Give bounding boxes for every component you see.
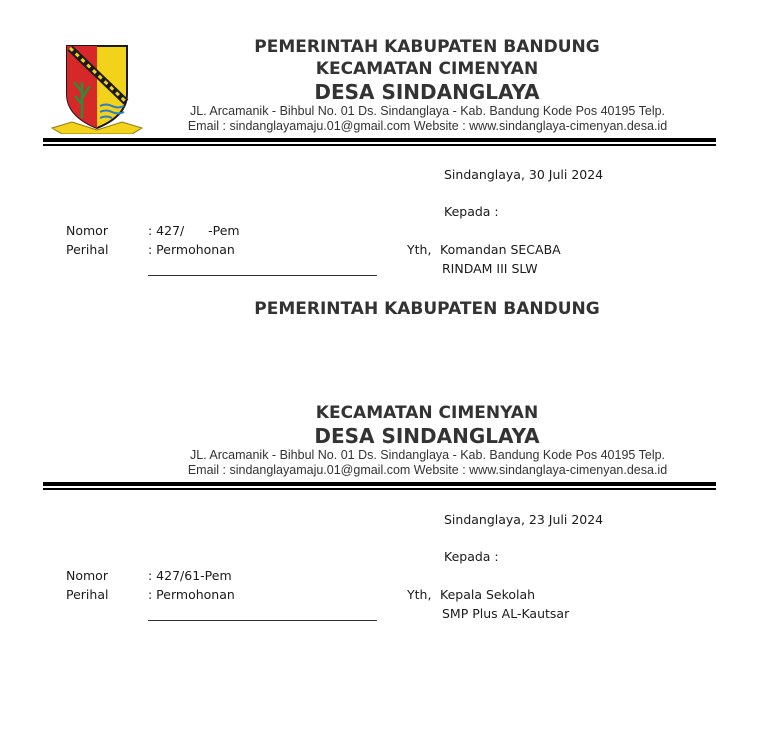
header-rule-thick <box>43 138 716 142</box>
nomor-value-2: : 427/61-Pem <box>148 568 232 583</box>
regency-emblem <box>50 42 144 134</box>
subject-underline <box>148 275 377 276</box>
yth-label: Yth, <box>407 242 432 257</box>
letterhead-government: PEMERINTAH KABUPATEN BANDUNG <box>254 37 600 57</box>
letterhead-district: KECAMATAN CIMENYAN <box>315 59 539 79</box>
recipient-line-2: RINDAM III SLW <box>442 261 538 276</box>
kepada-label-2: Kepada : <box>444 549 499 564</box>
nomor-label: Nomor <box>66 223 108 238</box>
recipient-line-1: Komandan SECABA <box>440 242 561 257</box>
kepada-label: Kepada : <box>444 204 499 219</box>
letterhead-address: JL. Arcamanik - Bihbul No. 01 Ds. Sindanglaya - Kab. Bandung Kode Pos 40195 Telp. <box>189 104 666 118</box>
letterhead-contact: Email : sindanglayamaju.01@gmail.com Website : www.sindanglaya-cimenyan.desa.id <box>187 119 668 133</box>
letterhead-district-2: KECAMATAN CIMENYAN <box>315 403 539 423</box>
header-rule-thick-2 <box>43 482 716 486</box>
header-rule-thin-2 <box>43 488 716 490</box>
letterhead-village: DESA SINDANGLAYA <box>314 80 540 104</box>
nomor-value: : 427/ -Pem <box>148 223 240 238</box>
letter-date-2: Sindanglaya, 23 Juli 2024 <box>444 512 604 527</box>
perihal-label-2: Perihal <box>66 587 109 602</box>
subject-underline-2 <box>148 620 377 621</box>
nomor-label-2: Nomor <box>66 568 108 583</box>
letterhead-address-2: JL. Arcamanik - Bihbul No. 01 Ds. Sindanglaya - Kab. Bandung Kode Pos 40195 Telp. <box>189 448 666 462</box>
letterhead-government-2: PEMERINTAH KABUPATEN BANDUNG <box>254 299 600 319</box>
recipient-line-1-2: Kepala Sekolah <box>440 587 536 602</box>
perihal-value: : Permohonan <box>148 242 235 257</box>
perihal-value-2: : Permohonan <box>148 587 235 602</box>
recipient-line-2-2: SMP Plus AL-Kautsar <box>442 606 570 621</box>
letterhead-contact-2: Email : sindanglayamaju.01@gmail.com Website : www.sindanglaya-cimenyan.desa.id <box>187 463 668 477</box>
yth-label-2: Yth, <box>407 587 432 602</box>
header-rule-thin <box>43 144 716 146</box>
perihal-label: Perihal <box>66 242 109 257</box>
letterhead-village-2: DESA SINDANGLAYA <box>314 424 540 448</box>
bandung-coat-of-arms-icon <box>50 42 144 134</box>
letter-date: Sindanglaya, 30 Juli 2024 <box>444 167 604 182</box>
